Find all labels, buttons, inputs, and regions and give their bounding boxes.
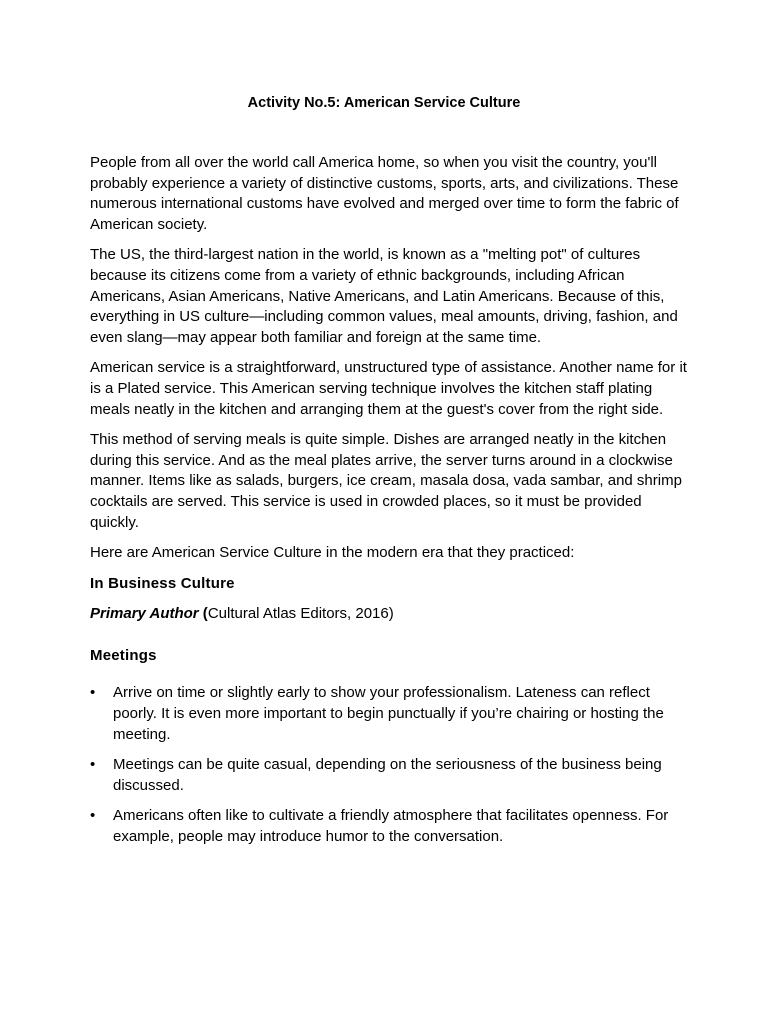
- meetings-bullet-list: [90, 683, 690, 847]
- paragraph-intro: People from all over the world call America home, so when you visit the country, you'll probably experience a variety of distinctive customs, sports, arts, and civilizations. These numerous international customs have evolved and merged over time to form the fabric of American society.: [90, 154, 679, 233]
- author-open-paren: (: [198, 605, 208, 623]
- paragraph-american-service: American service is a straightforward, unstructured type of assistance. Another name for it is a Plated service. This American serving technique involves the kitchen staff plating meals neatly in the kitchen and arranging them at the guest's cover from the right side.: [90, 359, 687, 418]
- paragraph-serving-method: This method of serving meals is quite simple. Dishes are arranged neatly in the kitchen during this service. And as the meal plates arrive, the server turns around in a clockwise manner. Items like as salads, burgers, ice cream, masala dosa, vada sambar, and shrimp cocktails are served. This service is used in crowded places, so it must be provided quickly.: [90, 431, 682, 531]
- subheading-meetings: Meetings: [90, 646, 157, 664]
- list-item-text: Arrive on time or slightly early to show your professionalism. Lateness can reflect poorly. It is even more important to begin punctually if you’re chairing or hosting the meeting.: [113, 684, 664, 743]
- document-body: [90, 153, 690, 858]
- list-item: [90, 806, 690, 847]
- list-item-text: Americans often like to cultivate a friendly atmosphere that facilitates openness. For example, people may introduce humor to the conversation.: [113, 807, 669, 846]
- list-item: [90, 755, 690, 796]
- author-citation-text: Cultural Atlas Editors, 2016): [207, 605, 394, 623]
- document-title: Activity No.5: American Service Culture: [247, 95, 521, 111]
- paragraph-modern-era: Here are American Service Culture in the modern era that they practiced:: [90, 544, 575, 562]
- author-citation: [90, 604, 690, 625]
- list-item-text: Meetings can be quite casual, depending on the seriousness of the business being discussed.: [113, 756, 662, 794]
- list-item: [90, 683, 690, 745]
- bullet-icon: •: [90, 807, 96, 825]
- bullet-icon: •: [90, 756, 96, 774]
- paragraph-melting-pot: The US, the third-largest nation in the world, is known as a "melting pot" of cultures because its citizens come from a variety of ethnic backgrounds, including African Americans, Asian Americans, Native Americans, and Latin Americans. Because of this, everything in US culture—including common values, meal amounts, driving, fashion, and even slang—may appear both familiar and foreign at the same time.: [90, 246, 678, 346]
- author-label: Primary Author: [90, 605, 199, 623]
- section-heading-business-culture: In Business Culture: [90, 574, 235, 592]
- bullet-icon: •: [90, 684, 96, 702]
